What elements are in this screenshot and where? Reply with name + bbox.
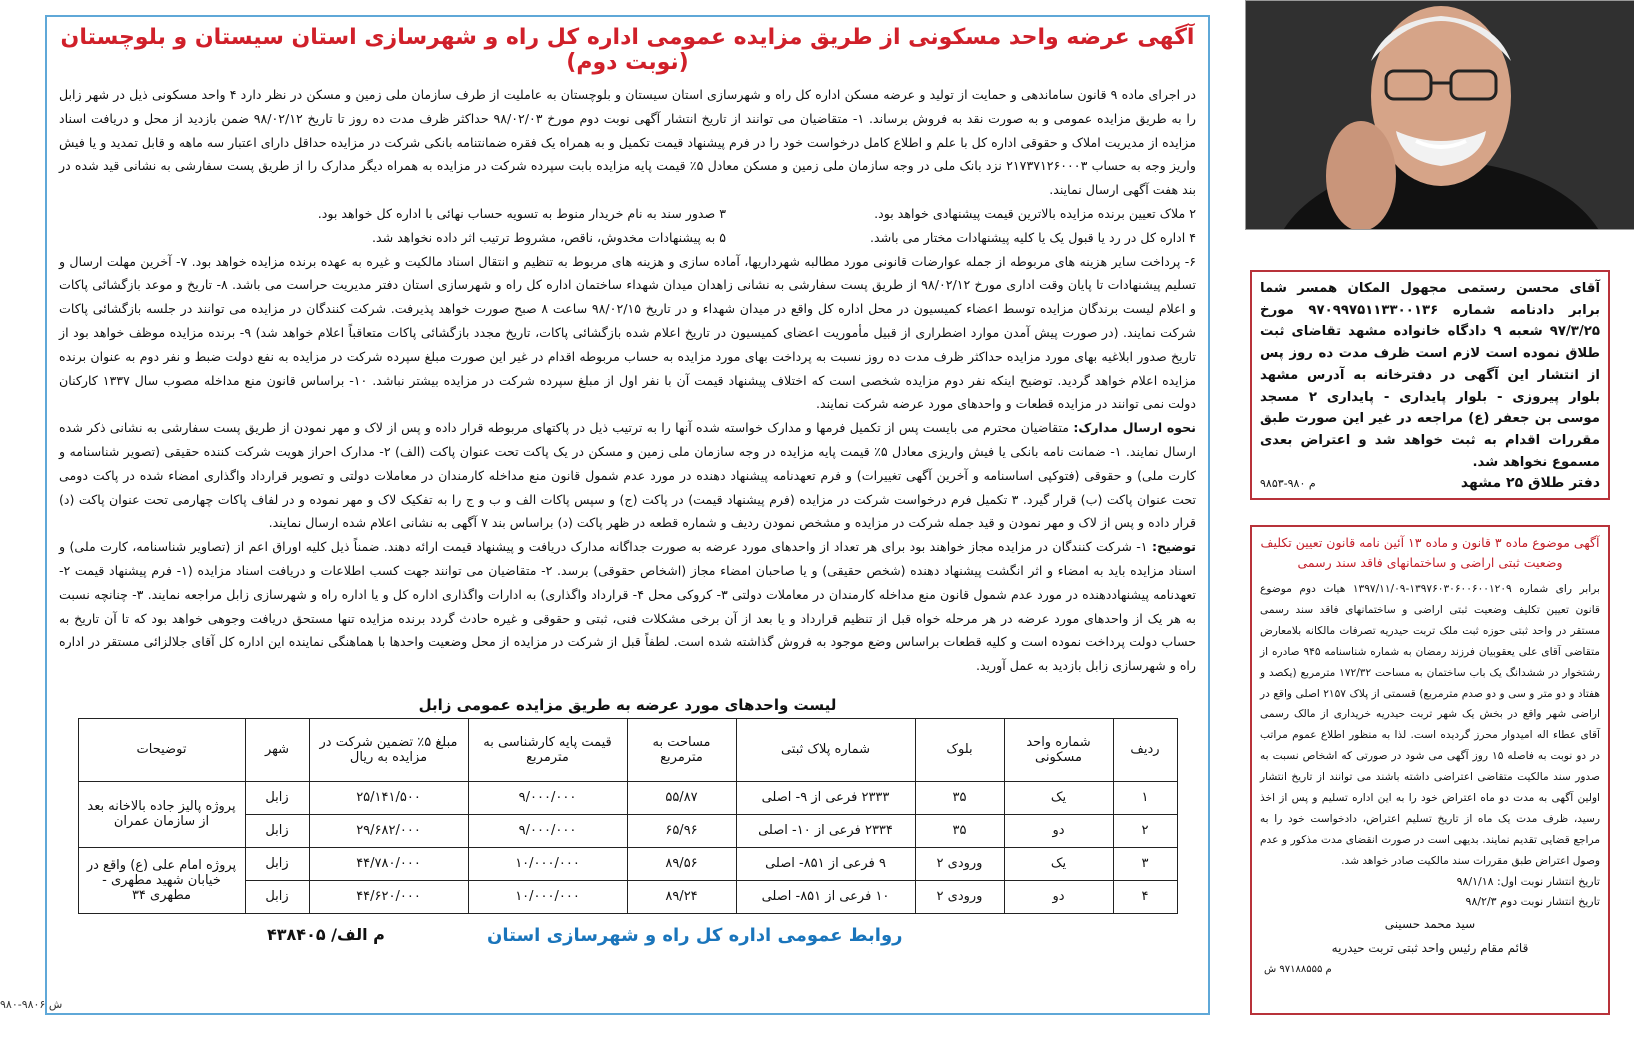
cell-unit-num: یک bbox=[1004, 847, 1113, 880]
header-description: توضیحات bbox=[78, 718, 245, 781]
signer-title: قائم مقام رئیس واحد ثبتی تربت حیدریه bbox=[1331, 940, 1529, 955]
ad-body-1: ۶- پرداخت سایر هزینه های مربوطه از جمله عوارضات قانونی مورد مطالبه شهرداریها، آماده سازی و هزینه های مربوط به تنظیم و انتقال اسناد مالکیت و غیره به عهده برنده مزایده خواهد بود. ۷- آخرین مهلت ارسال و تسلیم پیشنهادات تا پایان وقت اداری مورخ ۹۸/۰۲/۱۲ از طریق پست سفارشی به نشانی زاهدان میدان شهداء ساختمان اداره کل راه و شهرسازی استان دفتر مدیریت حراست می باشد. ۸- تاریخ و موعد بازگشائی پاکات و اعلام لیست برندگان مزایده توسط اعضاء کمیسیون در محل اداره کل واقع در میدان شهداء و در تاریخ ۹۸/۰۲/۱۵ ساعت ۸ صبح صورت خواهد پذیرفت. شرکت کنندگان در مزایده می توانند در جلسه بازگشائی پاکات شرکت نمایند. (در صورت پیش آمدن موارد اضطراری از قبیل مأموریت اعضای کمیسیون در تاریخ اعلام شده بازگشائی پاکات، تاریخ مجدد بازگشائی پاکات متعاقباً اعلام خواهد شد) ۹- برنده مزایده موظف خواهد بود از تاریخ صدور ابلاغیه بهای مورد مزایده حداکثر ظرف مدت ده روز نسبت به پرداخت بهای مورد مزایده به حساب مربوطه اقدام در غیر این صورت مبلغ سپرده شرکت در مزایده به نفع دولت ضبط و نفر دوم به عنوان برنده مزایده اعلام خواهد گردید. توضیح اینکه نفر دوم مزایده شخصی است که اختلاف پیشنهاد قیمت آن با نفر اول از مبلغ سپرده شرکت در مزایده بیشتر نباشد. ۱۰- براساس قانون منع مداخله مصوب سال ۱۳۳۷ کارکنان دولت نمی توانند در مزایده قطعات و واحدهای مورد عرضه شرکت نمایند. bbox=[59, 253, 1197, 412]
divorce-notice-code: م ۹۸۰-۹۸۵۳ bbox=[1260, 477, 1316, 490]
cell-plaque: ۱۰ فرعی از ۸۵۱- اصلی bbox=[736, 880, 915, 913]
divorce-notice-text: آقای محسن رستمی مجهول المکان همسر شما برابر دادنامه شماره ۹۷۰۹۹۷۵۱۱۳۳۰۰۱۳۶ مورخ ۹۷/۳/۲۵ شعبه ۹ دادگاه خانواده مشهد تقاضای ثبت طلاق نموده است لازم است ظرف مدت ده روز پس از انتشار این آگهی در دفترخانه به آدرس مشهد بلوار پیروزی - بلوار پایداری - پایداری ۲ مسجد موسی بن جعفر (ع) مراجعه در غیر این صورت طبق مقررات اقدام به ثبت خواهد شد و اعتراض بعدی مسموع نخواهد شد. bbox=[1260, 281, 1600, 470]
table-row bbox=[78, 781, 1177, 814]
cell-plaque: ۹ فرعی از ۸۵۱- اصلی bbox=[736, 847, 915, 880]
registration-notice bbox=[1250, 525, 1610, 1015]
ad-item-4: ۴ اداره کل در رد یا قبول یک یا کلیه پیشنهادات مختار می باشد. bbox=[870, 229, 1196, 245]
cell-block: ۳۵ bbox=[915, 814, 1004, 847]
table-row bbox=[78, 847, 1177, 880]
cell-base-price: ۱۰/۰۰۰/۰۰۰ bbox=[468, 847, 627, 880]
cell-city: زابل bbox=[245, 781, 309, 814]
auction-ad bbox=[45, 15, 1210, 1015]
cell-unit-num: دو bbox=[1004, 814, 1113, 847]
cell-deposit: ۴۴/۷۸۰/۰۰۰ bbox=[309, 847, 468, 880]
table-header-row bbox=[78, 718, 1177, 781]
ad-body-2 bbox=[59, 416, 1196, 535]
header-unit-num: شماره واحد مسکونی bbox=[1004, 718, 1113, 781]
ad-note-label: توضیح: bbox=[1151, 539, 1196, 555]
ad-ref-code: ۹۸۰-۹۸۰۶ ش bbox=[0, 998, 63, 1011]
cell-base-price: ۱۰/۰۰۰/۰۰۰ bbox=[468, 880, 627, 913]
cell-area: ۵۵/۸۷ bbox=[627, 781, 736, 814]
cell-base-price: ۹/۰۰۰/۰۰۰ bbox=[468, 814, 627, 847]
header-plaque: شماره پلاک ثبتی bbox=[736, 718, 915, 781]
cell-deposit: ۲۵/۱۴۱/۵۰۰ bbox=[309, 781, 468, 814]
cell-unit-num: یک bbox=[1004, 781, 1113, 814]
cell-area: ۸۹/۲۴ bbox=[627, 880, 736, 913]
ad-title: آگهی عرضه واحد مسکونی از طریق مزایده عمومی اداره کل راه و شهرسازی استان سیستان و بلوچستان (نوبت دوم) bbox=[60, 25, 1195, 75]
ad-body-2-label: نحوه ارسال مدارک: bbox=[1073, 420, 1196, 436]
cell-area: ۸۹/۵۶ bbox=[627, 847, 736, 880]
registration-notice-heading: آگهی موضوع ماده ۳ قانون و ماده ۱۳ آئین نامه قانون تعیین تکلیف وضعیت ثبتی اراضی و ساختمانهای فاقد سند رسمی bbox=[1260, 535, 1600, 570]
cell-plaque: ۲۳۳۳ فرعی از ۹- اصلی bbox=[736, 781, 915, 814]
portrait-photo bbox=[1245, 0, 1634, 230]
cell-row-num: ۴ bbox=[1113, 880, 1177, 913]
header-row-num: ردیف bbox=[1113, 718, 1177, 781]
cell-description: پروژه امام علی (ع) واقع در خیابان شهید مطهری - مطهری ۳۴ bbox=[78, 847, 245, 913]
ad-footer bbox=[47, 925, 1208, 953]
publish-date-2: تاریخ انتشار نوبت دوم ۹۸/۲/۳ bbox=[1465, 894, 1600, 908]
cell-area: ۶۵/۹۶ bbox=[627, 814, 736, 847]
cell-block: ورودی ۲ bbox=[915, 880, 1004, 913]
cell-description: پروژه پالیز جاده بالاخانه بعد از سازمان عمران bbox=[78, 781, 245, 847]
ad-code: م الف/ ۴۳۸۴۰۵ bbox=[267, 925, 385, 944]
ad-item-3: ۳ صدور سند به نام خریدار منوط به تسویه حساب نهائی با اداره کل خواهد بود. bbox=[317, 205, 726, 221]
signer-name: سید محمد حسینی bbox=[1384, 916, 1476, 931]
cell-city: زابل bbox=[245, 847, 309, 880]
cell-block: ۳۵ bbox=[915, 781, 1004, 814]
cell-row-num: ۳ bbox=[1113, 847, 1177, 880]
cell-unit-num: دو bbox=[1004, 880, 1113, 913]
ad-item-5: ۵ به پیشنهادات مخدوش، ناقص، مشروط ترتیب اثر داده نخواهد شد. bbox=[372, 229, 726, 245]
header-area: مساحت به مترمربع bbox=[627, 718, 736, 781]
table-title: لیست واحدهای مورد عرضه به طریق مزایده عمومی زابل bbox=[418, 695, 837, 714]
units-table bbox=[78, 718, 1178, 914]
cell-deposit: ۴۴/۶۲۰/۰۰۰ bbox=[309, 880, 468, 913]
header-deposit: مبلغ ۵٪ تضمین شرکت در مزایده به ریال bbox=[309, 718, 468, 781]
registration-notice-code: م ۹۷۱۸۸۵۵۵ ش bbox=[1264, 964, 1332, 975]
ad-items bbox=[59, 202, 1196, 250]
portrait-image-icon bbox=[1246, 1, 1634, 230]
publish-date-1: تاریخ انتشار نوبت اول: ۹۸/۱/۱۸ bbox=[1456, 874, 1600, 888]
divorce-notice bbox=[1250, 270, 1610, 500]
cell-base-price: ۹/۰۰۰/۰۰۰ bbox=[468, 781, 627, 814]
ad-note bbox=[59, 535, 1196, 678]
header-base-price: قیمت پایه کارشناسی به مترمربع bbox=[468, 718, 627, 781]
ad-item-2: ۲ ملاک تعیین برنده مزایده بالاترین قیمت پیشنهادی خواهد بود. bbox=[874, 205, 1196, 221]
cell-row-num: ۲ bbox=[1113, 814, 1177, 847]
ad-note-text: ۱- شرکت کنندگان در مزایده مجاز خواهند بود برای هر تعداد از واحدهای مورد عرضه به صورت جداگانه مدارک دریافت و پیشنهاد قیمت ارائه دهند. ضمناً ذیل کلیه اوراق اعم از (تصاویر شناسنامه، کارت ملی) و اسناد مزایده باید به امضاء و اثر انگشت پیشنهاد دهنده (شخص حقیقی) و یا صاحبان امضاء مجاز (اشخاص حقوقی) برسد. ۲- متقاضیان می توانند جهت کسب اطلاعات و دریافت اسناد مزایده (۱- فرم پیشنهاد قیمت ۲- تعهدنامه پیشنهاددهنده در مورد عدم شمول قانون منع مداخله کارمندان در معاملات دولتی ۳- کروکی محل ۴- قرارداد واگذاری) به ادارات واگذاری اداره کل و یا اداره راه و شهرسازی زابل مراجعه نمایند. ۳- چنانچه نسبت به هر یک از واحدهای مورد عرضه در هر مرحله خواه قبل از تنظیم قرارداد و یا بعد از آن برخی مشکلات فنی، ثبتی و حقوقی و غیره حادث گردد برنده مزایده تنها مستحق دریافت وجوهی خواهد بود که تا آن تاریخ به حساب دولت پرداخت نموده است و کلیه قطعات براساس وضع موجود به فروش گذاشته شده است. لطفاً قبل از شرکت در مزایده از محل وضعیت واحدها با هماهنگی نماینده این اداره کل آقای جلالزائی مستقر در اداره راه و شهرسازی زابل بازدید به عمل آورید. bbox=[59, 539, 1196, 674]
cell-city: زابل bbox=[245, 880, 309, 913]
header-city: شهر bbox=[245, 718, 309, 781]
ad-body-2-text: متقاضیان محترم می بایست پس از تکمیل فرمها و مدارک خواسته شده آنها را به ترتیب ذیل در پاکتهای مربوطه قرار داده و پس از لاک و مهر نمودن از طریق پست سفارشی به نشانی ذکر شده ارسال نمایند. ۱- ضمانت نامه بانکی یا فیش واریزی معادل ۵٪ قیمت پایه مزایده در وجه سازمان ملی زمین و مسکن در یک پاکت تحت عنوان پاکت (الف) ۲- مدارک احراز هویت شرکت کننده حقیقی (تصویر شناسنامه و کارت ملی) و حقوقی (فتوکپی اساسنامه و آخرین آگهی تغییرات) و فرم تعهدنامه پیشنهاد دهنده در مورد عدم شمول قانون منع مداخله کارمندان در معاملات دولتی و تصویر قرارداد واگذاری امضاء شده در پاکت دومی تحت عنوان پاکت (ب) قرار گیرد. ۳ تکمیل فرم درخواست شرکت در مزایده (فرم پیشنهاد قیمت) در پاکت (ج) و سپس پاکات الف و ب و ج را به تفکیک لاک و مهر نموده و در لفاف پاکات چهارمی تحت عنوان پاکت (د) قرار داده و پس از لاک و مهر نمودن و قید جمله شرکت در مزایده و مشخص نمودن ردیف و شماره قطعه در ظهر پاکت (د) براساس بند ۷ آگهی به نشانی اعلام شده ارسال نمایند. bbox=[59, 420, 1196, 531]
registration-notice-text: برابر رای شماره ۱۳۹۷۶۰۳۰۶۰۰۶۰۰۱۲۰۹-۱۳۹۷/۱۱/۰۹ هیات دوم موضوع قانون تعیین تکلیف وضعیت ثبتی اراضی و ساختمانهای فاقد سند رسمی مستقر در واحد ثبتی حوزه ثبت ملک تربت حیدریه تصرفات مالکانه بلامعارض متقاضی آقای علی یعقوبیان فرزند رمضان به شماره شناسنامه ۹۴۵ صادره از رشتخوار در ششدانگ یک باب ساختمان به مساحت ۱۷۲/۳۲ مترمربع (یکصد و هفتاد و دو متر و سی و دو صدم مترمربع) قسمتی از پلاک ۲۱۵۷ اصلی واقع در اراضی شهر واقع در بخش یک شهر تربت حیدریه خریداری از مالک رسمی آقای عطاء اله امیدوار محرز گردیده است. لذا به منظور اطلاع عموم مراتب در دو نوبت به فاصله ۱۵ روز آگهی می شود در صورتی که اشخاص نسبت به صدور سند مالکیت متقاضی اعتراضی داشته باشند می توانند از تاریخ انتشار اولین آگهی به مدت دو ماه اعتراض خود را به این اداره تسلیم و پس از اخذ رسید، ظرف مدت یک ماه از تاریخ تسلیم اعتراض، دادخواست خود را به مراجع قضایی تقدیم نمایند. بدیهی است در صورت انقضای مدت مذکور و عدم وصول اعتراض طبق مقررات سند مالکیت صادر خواهد شد. bbox=[1260, 583, 1600, 867]
cell-deposit: ۲۹/۶۸۲/۰۰۰ bbox=[309, 814, 468, 847]
cell-plaque: ۲۳۳۴ فرعی از ۱۰- اصلی bbox=[736, 814, 915, 847]
cell-city: زابل bbox=[245, 814, 309, 847]
cell-row-num: ۱ bbox=[1113, 781, 1177, 814]
divorce-notice-office: دفتر طلاق ۲۵ مشهد bbox=[1460, 475, 1600, 492]
header-block: بلوک bbox=[915, 718, 1004, 781]
ad-public-relations: روابط عمومی اداره کل راه و شهرسازی استان bbox=[487, 925, 903, 946]
cell-block: ورودی ۲ bbox=[915, 847, 1004, 880]
ad-intro: در اجرای ماده ۹ قانون ساماندهی و حمایت از تولید و عرضه مسکن اداره کل راه و شهرسازی استان سیستان و بلوچستان به عاملیت از طرف سازمان ملی زمین و مسکن در نظر دارد ۴ واحد مسکونی ذیل در شهر زابل را به طریق مزایده عمومی و به صورت نقد به فروش برساند. ۱- متقاضیان می توانند از تاریخ انتشار آگهی نوبت دوم مورخ ۹۸/۰۲/۰۳ حداکثر ظرف مدت ده روز تا تاریخ ۹۸/۰۲/۱۲ ضمن بازدید از محل و دریافت اسناد مزایده از مدیریت املاک و حقوقی اداره کل با علم و اطلاع کامل درخواست خود را در فرم پیشنهاد قیمت تکمیل و به همراه یک فقره ضمانتنامه بانکی شرکت در مزایده حداقل دارای اعتبار سه ماهه و قابل تمدید و یا فیش واریز وجه به حساب ۲۱۷۳۷۱۲۶۰۰۰۳ نزد بانک ملی در وجه سازمان ملی زمین و مسکن معادل ۵٪ قیمت پایه مزایده بابت سپرده شرکت در مزایده به همراه دیگر مدارک را از طریق پست سفارشی به نشانی قید شده در بند هفت آگهی ارسال نمایند. bbox=[59, 87, 1197, 198]
